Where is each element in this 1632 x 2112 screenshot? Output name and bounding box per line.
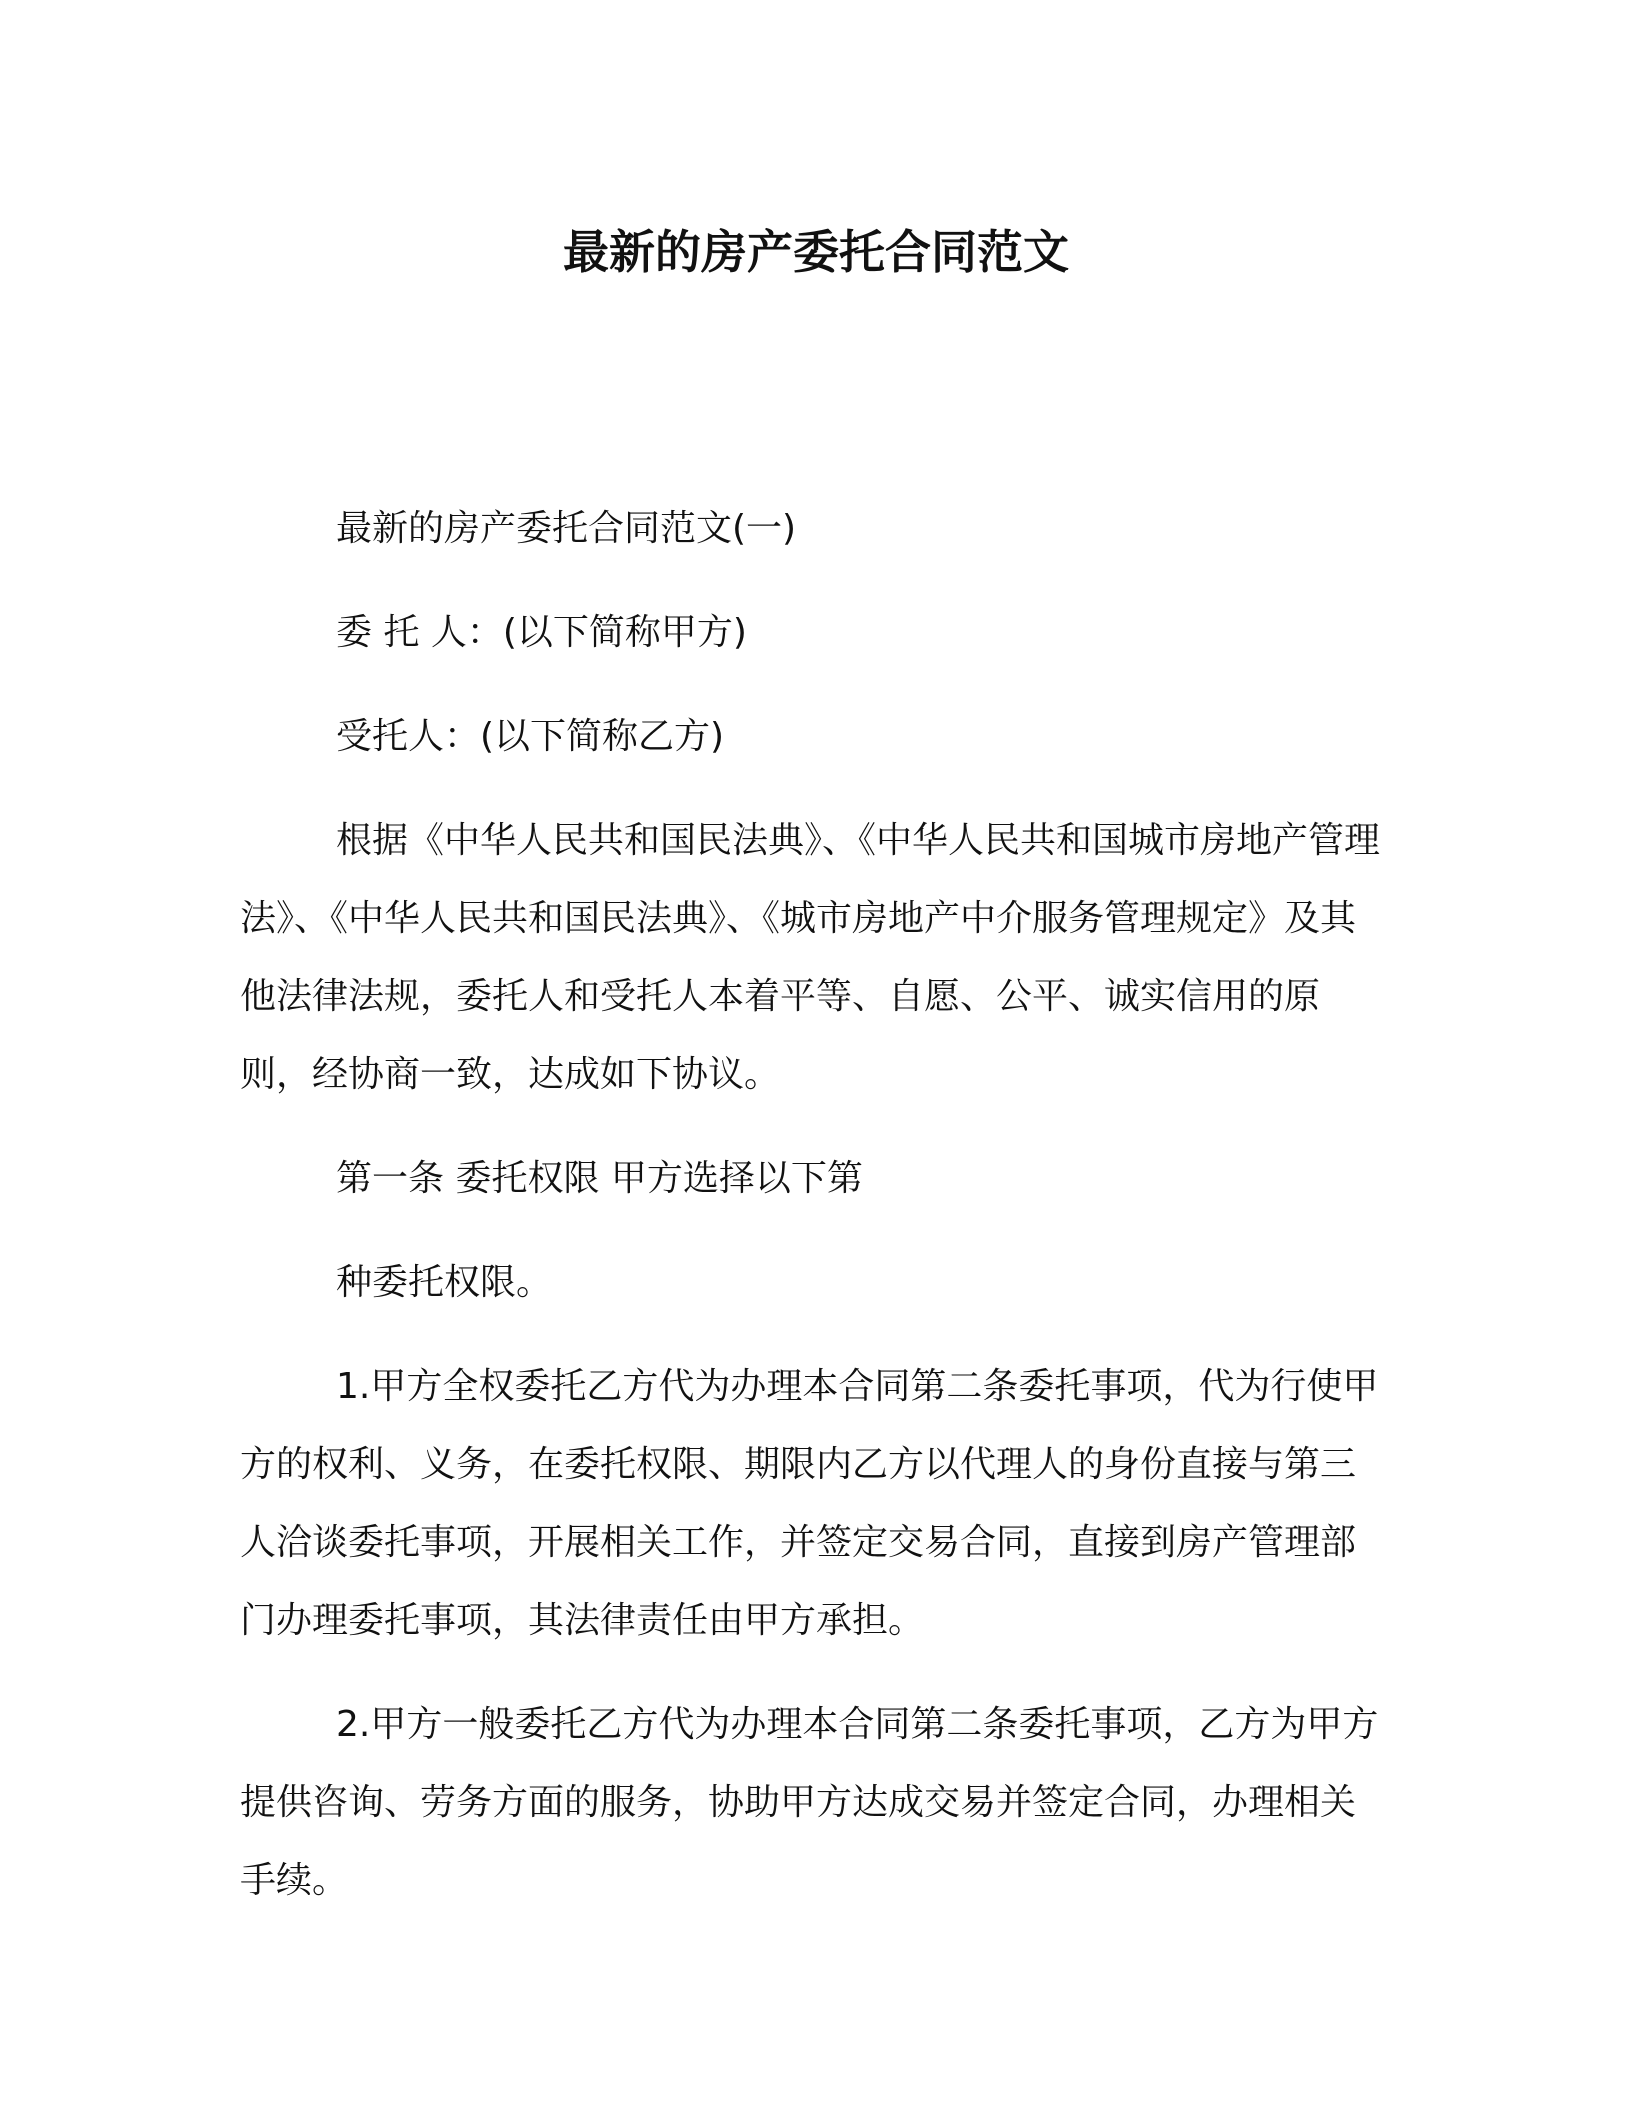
article-one-continuation: 种委托权限。 — [336, 1262, 553, 1303]
agent-line: 受托人：(以下简称乙方) — [336, 716, 725, 757]
principal-line: 委 托 人：(以下简称甲方) — [336, 612, 747, 653]
clause-2-paragraph: 2.甲方一般委托乙方代为办理本合同第二条委托事项，乙方为甲方提供咨询、劳务方面的服务，协助甲方达成交易并签定合同，办理相关手续。 — [240, 1704, 1379, 1901]
section-heading: 最新的房产委托合同范文(一) — [336, 508, 797, 549]
clause-1-paragraph: 1.甲方全权委托乙方代为办理本合同第二条委托事项，代为行使甲方的权利、义务，在委托权限、期限内乙方以代理人的身份直接与第三人洽谈委托事项，开展相关工作，并签定交易合同，直接到房产管理部门办理委托事项，其法律责任由甲方承担。 — [240, 1366, 1379, 1641]
article-one-heading: 第一条 委托权限 甲方选择以下第 — [336, 1158, 863, 1199]
document-body — [240, 490, 1386, 1920]
legal-basis-paragraph: 根据《中华人民共和国民法典》、《中华人民共和国城市房地产管理法》、《中华人民共和国民法典》、《城市房地产中介服务管理规定》及其他法律法规，委托人和受托人本着平等、自愿、公平、诚实信用的原则，经协商一致，达成如下协议。 — [240, 820, 1381, 1095]
document-title: 最新的房产委托合同范文 — [563, 225, 1069, 279]
